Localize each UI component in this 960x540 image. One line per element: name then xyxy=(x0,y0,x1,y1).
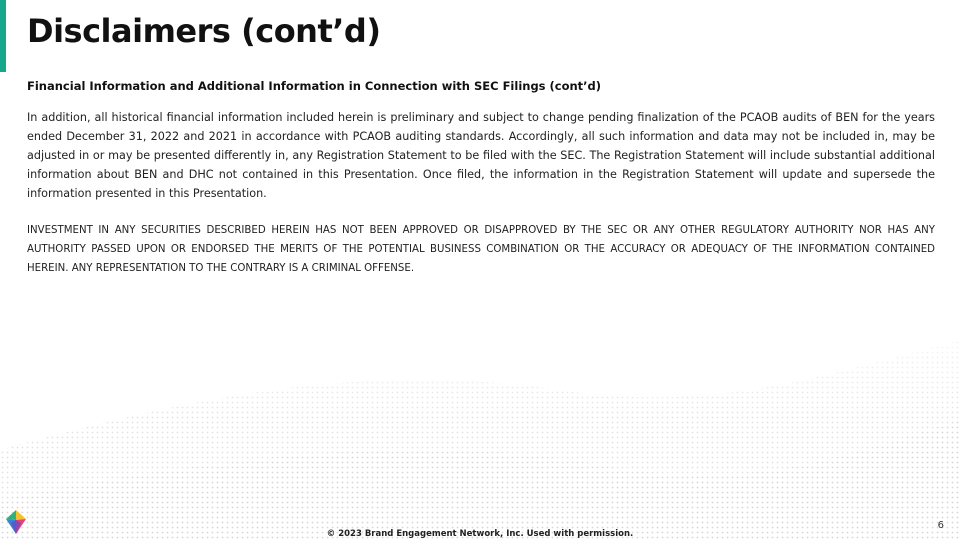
copyright-footer: © 2023 Brand Engagement Network, Inc. Used with permission. xyxy=(326,529,634,539)
page-number: 6 xyxy=(937,520,944,531)
disclaimer-paragraph-financial: In addition, all historical financial information included herein is preliminary and subject to change pending finalization of the PCAOB audits of BEN for the years ended December 31, 2022 and 2021 in accordance with PCAOB auditing standards. Accordingly, all such information and data may not be included in, may be adjusted in or may be presented differently in, any Registration Statement to be filed with the SEC. The Registration Statement will include substantial additional information about BEN and DHC not contained in this Presentation. Once filed, the information in the Registration Statement will update and supersede the information presented in this Presentation. xyxy=(27,111,935,200)
disclaimer-body xyxy=(27,79,935,296)
background-wave-pattern xyxy=(0,300,960,540)
page-title: Disclaimers (cont’d) xyxy=(27,12,381,50)
section-subheading: Financial Information and Additional Information in Connection with SEC Filings (cont’d) xyxy=(27,79,602,93)
title-accent-bar xyxy=(0,0,6,72)
disclaimer-paragraph-investment: INVESTMENT IN ANY SECURITIES DESCRIBED HEREIN HAS NOT BEEN APPROVED OR DISAPPROVED BY THE SEC OR ANY OTHER REGULATORY AUTHORITY NOR HAS ANY AUTHORITY PASSED UPON OR ENDORSED THE MERITS OF THE POTENTIAL BUSINESS COMBINATION OR THE ACCURACY OR ADEQUACY OF THE INFORMATION CONTAINED HEREIN. ANY REPRESENTATION TO THE CONTRARY IS A CRIMINAL OFFENSE. xyxy=(27,225,935,274)
